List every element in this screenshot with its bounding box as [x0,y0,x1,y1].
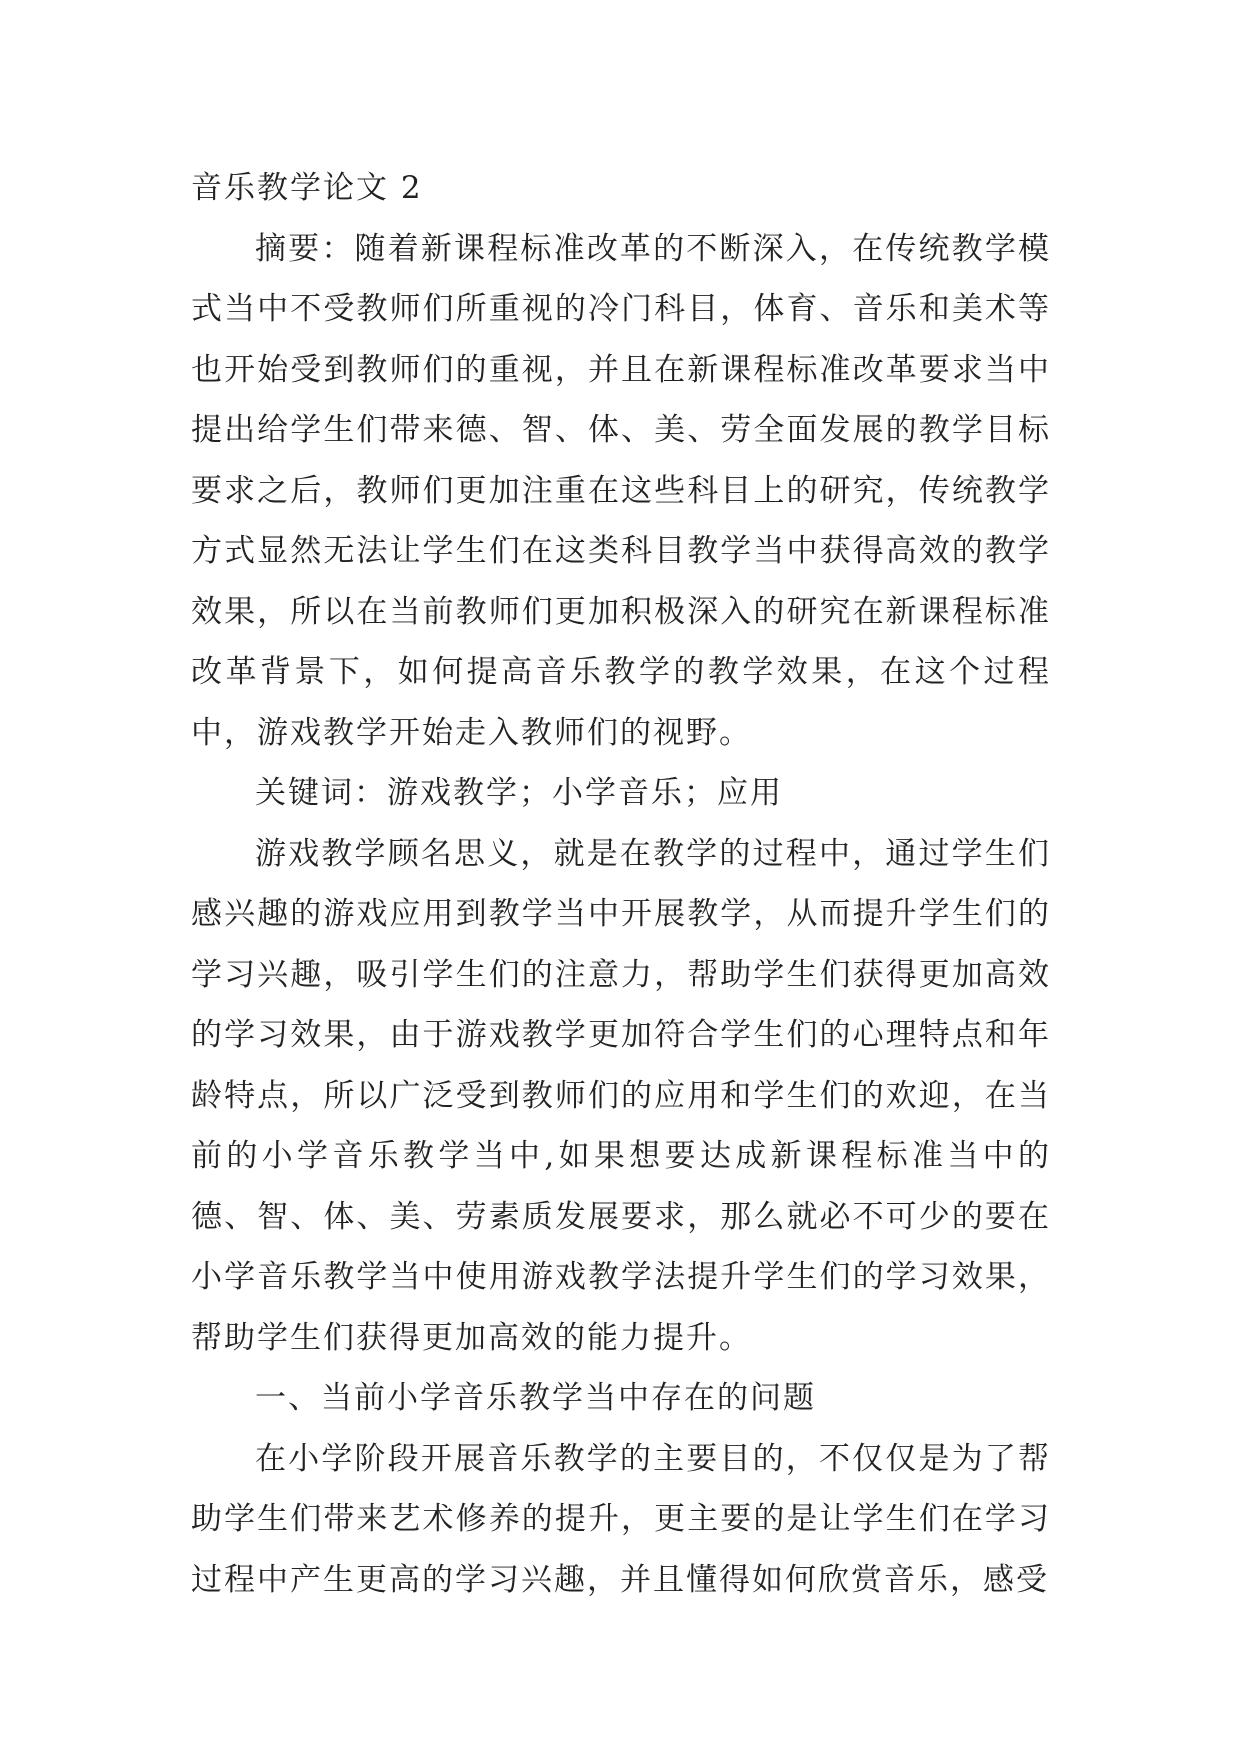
document-title: 音乐教学论文 2 [191,170,423,206]
document-body [191,158,1051,1610]
abstract-paragraph: 摘要：随着新课程标准改革的不断深入，在传统教学模式当中不受教师们所重视的冷门科目，体育、音乐和美术等也开始受到教师们的重视，并且在新课程标准改革要求当中提出给学生们带来德、智、体、美、劳全面发展的教学目标要求之后，教师们更加注重在这些科目上的研究，传统教学方式显然无法让学生们在这类科目教学当中获得高效的教学效果，所以在当前教师们更加积极深入的研究在新课程标准改革背景下，如何提高音乐教学的教学效果，在这个过程中，游戏教学开始走入教师们的视野。 [191,230,1051,751]
section-heading: 一、当前小学音乐教学当中存在的问题 [255,1380,816,1416]
section-paragraph: 在小学阶段开展音乐教学的主要目的，不仅仅是为了帮助学生们带来艺术修养的提升，更主要的是让学生们在学习过程中产生更高的学习兴趣，并且懂得如何欣赏音乐，感受 [191,1440,1051,1598]
keywords-paragraph: 关键词：游戏教学；小学音乐；应用 [255,775,783,811]
intro-paragraph: 游戏教学顾名思义，就是在教学的过程中，通过学生们感兴趣的游戏应用到教学当中开展教学，从而提升学生们的学习兴趣，吸引学生们的注意力，帮助学生们获得更加高效的学习效果，由于游戏教学更加符合学生们的心理特点和年龄特点，所以广泛受到教师们的应用和学生们的欢迎，在当前的小学音乐教学当中,如果想要达成新课程标准当中的德、智、体、美、劳素质发展要求，那么就必不可少的要在小学音乐教学当中使用游戏教学法提升学生们的学习效果，帮助学生们获得更加高效的能力提升。 [191,835,1051,1356]
